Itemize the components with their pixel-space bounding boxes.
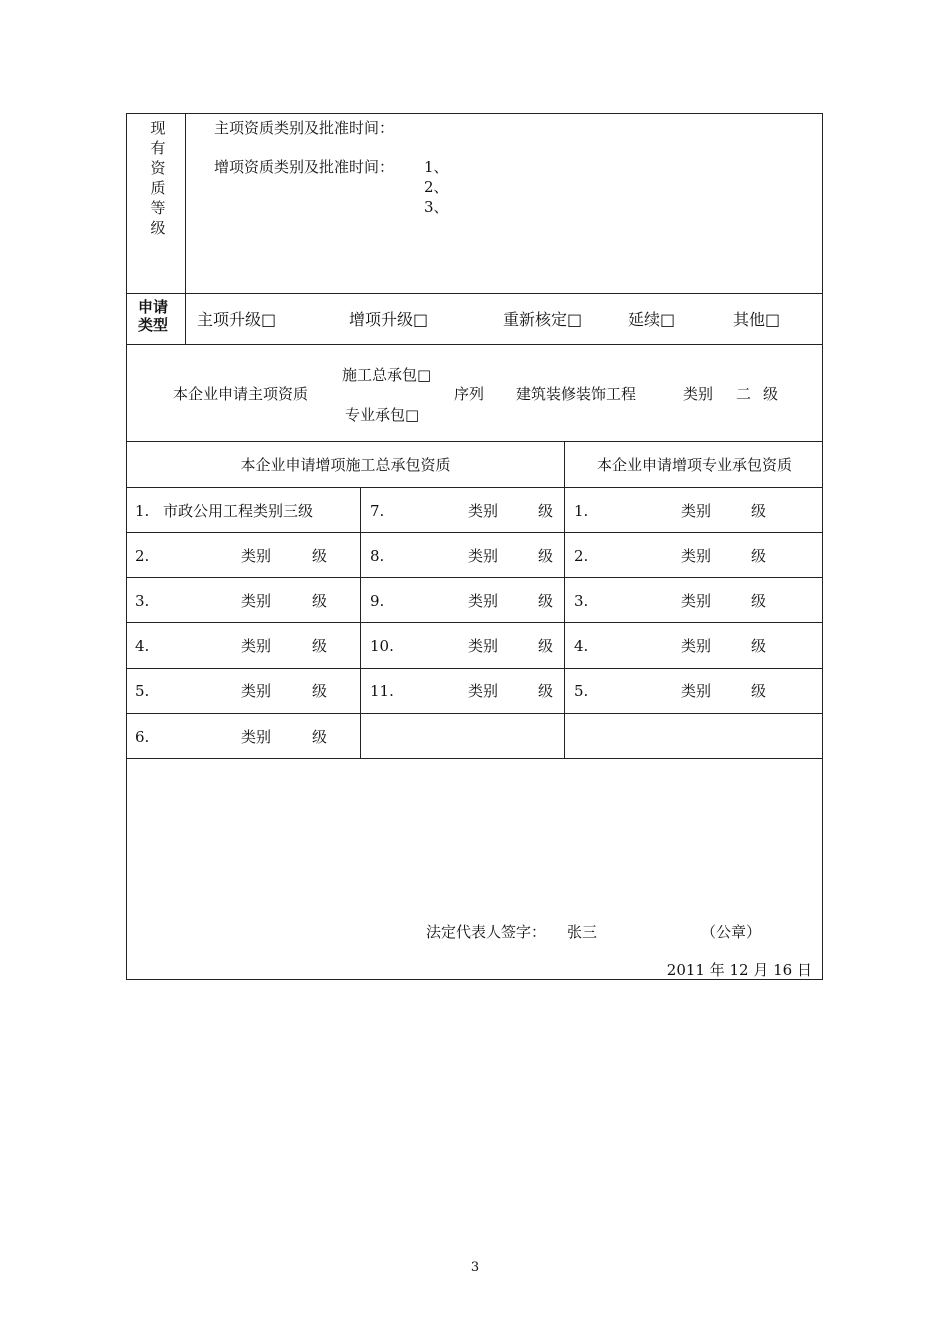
special-row-5-level: 级 — [751, 682, 767, 700]
row-divider — [127, 668, 822, 669]
general-row-8-level: 级 — [538, 547, 554, 565]
row-divider — [127, 441, 822, 442]
extra-item-1: 1、 — [424, 158, 449, 176]
general-row-6-category: 类别 — [241, 728, 272, 746]
sequence-value: 建筑装修装饰工程 — [516, 385, 637, 403]
option-reassess[interactable]: 重新核定□ — [503, 310, 583, 329]
signature-name: 张三 — [567, 923, 598, 941]
application-type-label: 申请 类型 — [138, 298, 169, 334]
special-row-1-num: 1. — [574, 502, 589, 520]
main-qualification-line: 主项资质类别及批准时间： — [214, 119, 395, 137]
special-row-4-level: 级 — [751, 637, 767, 655]
general-row-7-category: 类别 — [468, 502, 499, 520]
general-row-3-num: 3. — [135, 592, 150, 610]
general-row-6-level: 级 — [312, 728, 328, 746]
header-general: 本企业申请增项施工总承包资质 — [240, 456, 451, 474]
general-row-6-num: 6. — [135, 728, 150, 746]
special-row-3-num: 3. — [574, 592, 589, 610]
general-row-5-category: 类别 — [241, 682, 272, 700]
general-row-2-num: 2. — [135, 547, 150, 565]
category-label: 类别 — [683, 385, 714, 403]
option-main-upgrade[interactable]: 主项升级□ — [197, 310, 277, 329]
col-divider — [564, 441, 565, 758]
row-divider — [127, 713, 822, 714]
option-other[interactable]: 其他□ — [733, 310, 781, 329]
special-row-3-level: 级 — [751, 592, 767, 610]
general-row-4-category: 类别 — [241, 637, 272, 655]
special-row-1-level: 级 — [751, 502, 767, 520]
option-extra-upgrade[interactable]: 增项升级□ — [349, 310, 429, 329]
general-row-1-name: 市政公用工程类别三级 — [163, 502, 314, 520]
label-divider — [185, 114, 186, 344]
sign-date: 2011 年 12 月 16 日 — [666, 961, 812, 979]
row-divider — [127, 344, 822, 345]
general-row-8-category: 类别 — [468, 547, 499, 565]
special-row-5-num: 5. — [574, 682, 589, 700]
special-row-3-category: 类别 — [681, 592, 712, 610]
general-row-3-level: 级 — [312, 592, 328, 610]
general-row-2-level: 级 — [312, 547, 328, 565]
general-row-9-level: 级 — [538, 592, 554, 610]
general-row-10-level: 级 — [538, 637, 554, 655]
signature-label: 法定代表人签字： — [426, 923, 547, 941]
application-form — [126, 113, 823, 980]
extra-item-3: 3、 — [424, 198, 449, 216]
general-row-2-category: 类别 — [241, 547, 272, 565]
row-divider — [127, 532, 822, 533]
general-row-4-num: 4. — [135, 637, 150, 655]
general-row-5-level: 级 — [312, 682, 328, 700]
extra-qualification-line: 增项资质类别及批准时间： — [214, 158, 395, 176]
general-row-4-level: 级 — [312, 637, 328, 655]
option-special-contract[interactable]: 专业承包□ — [345, 406, 420, 424]
special-row-2-num: 2. — [574, 547, 589, 565]
general-row-11-category: 类别 — [468, 682, 499, 700]
main-application-prefix: 本企业申请主项资质 — [173, 385, 309, 403]
level-label: 级 — [763, 385, 779, 403]
general-row-11-num: 11. — [370, 682, 394, 700]
special-row-2-level: 级 — [751, 547, 767, 565]
row-divider — [127, 487, 822, 488]
general-row-8-num: 8. — [370, 547, 385, 565]
general-row-9-num: 9. — [370, 592, 385, 610]
official-seal: （公章） — [701, 923, 762, 941]
qualification-label: 现 有 资 质 等 级 — [150, 119, 166, 237]
general-row-10-num: 10. — [370, 637, 394, 655]
general-row-1-num: 1. — [135, 502, 150, 520]
option-extend[interactable]: 延续□ — [628, 310, 676, 329]
header-special: 本企业申请增项专业承包资质 — [596, 456, 792, 474]
row-divider — [127, 622, 822, 623]
general-row-10-category: 类别 — [468, 637, 499, 655]
special-row-4-num: 4. — [574, 637, 589, 655]
general-row-7-num: 7. — [370, 502, 385, 520]
row-divider — [127, 293, 822, 294]
option-general-contract[interactable]: 施工总承包□ — [342, 366, 432, 384]
extra-item-2: 2、 — [424, 178, 449, 196]
general-row-5-num: 5. — [135, 682, 150, 700]
special-row-1-category: 类别 — [681, 502, 712, 520]
special-row-4-category: 类别 — [681, 637, 712, 655]
sequence-label: 序列 — [454, 385, 485, 403]
special-row-2-category: 类别 — [681, 547, 712, 565]
col-divider — [360, 487, 361, 758]
general-row-3-category: 类别 — [241, 592, 272, 610]
page-number: 3 — [470, 1260, 480, 1275]
row-divider — [127, 577, 822, 578]
row-divider — [127, 758, 822, 759]
special-row-5-category: 类别 — [681, 682, 712, 700]
level-value: 二 — [736, 385, 752, 403]
general-row-7-level: 级 — [538, 502, 554, 520]
general-row-9-category: 类别 — [468, 592, 499, 610]
general-row-11-level: 级 — [538, 682, 554, 700]
